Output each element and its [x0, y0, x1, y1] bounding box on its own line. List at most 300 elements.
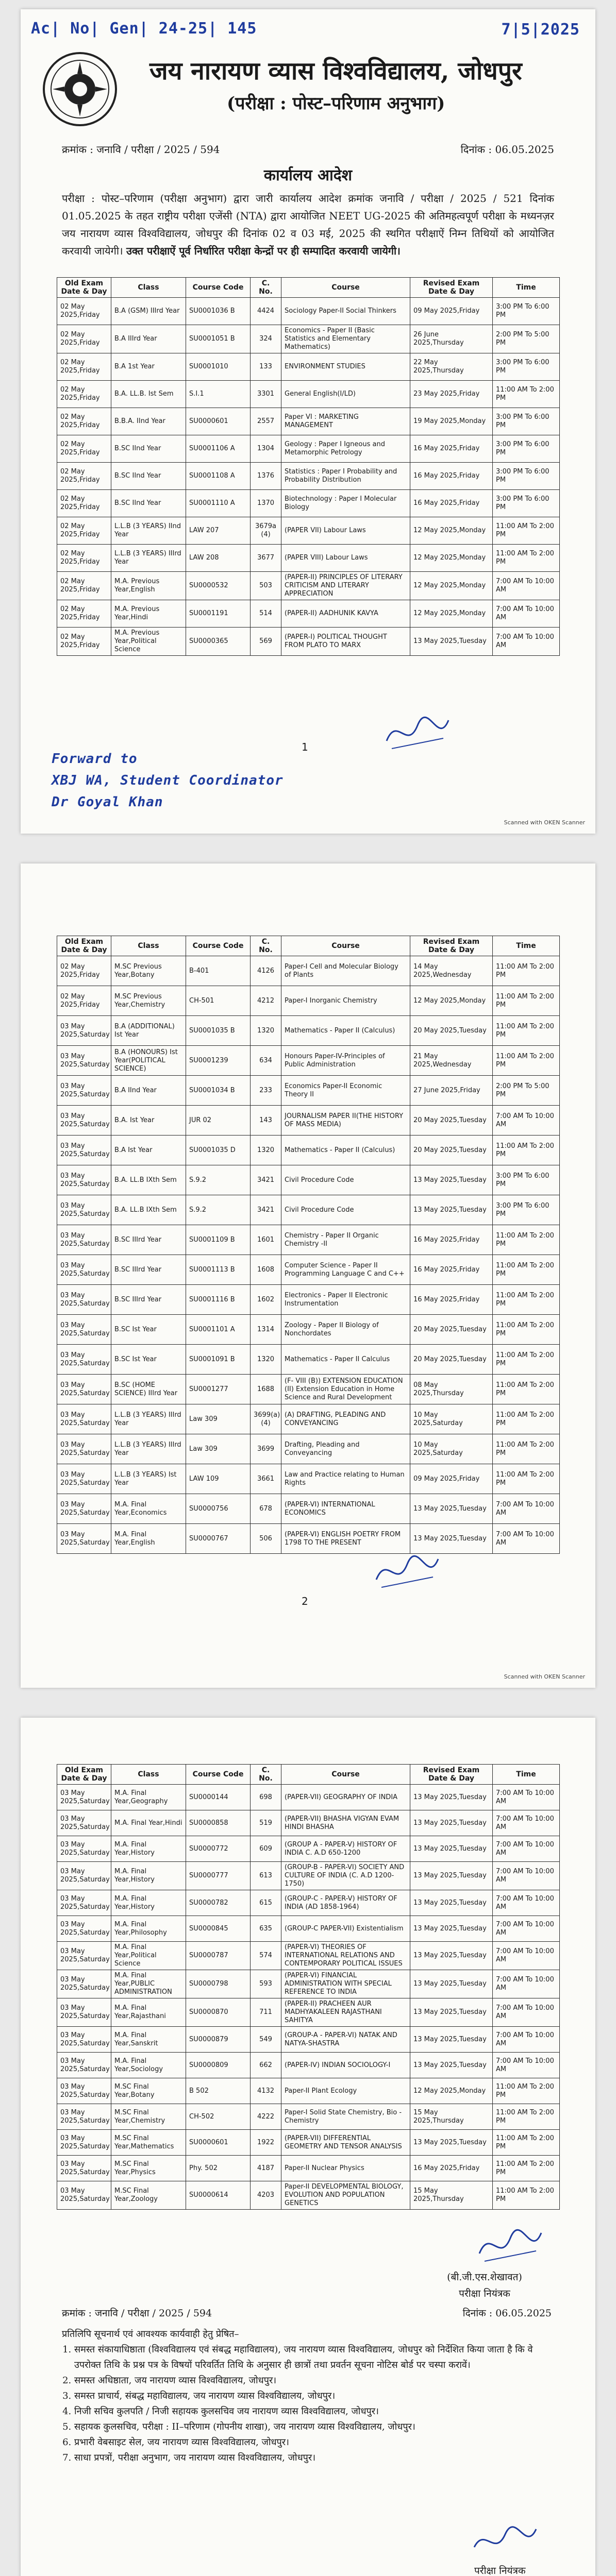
signature-icon: [371, 1549, 443, 1595]
table-row: [57, 956, 560, 986]
cell-revised-date: 13 May 2025,Tuesday: [410, 1524, 493, 1554]
cell-course: Mathematics - Paper II (Calculus): [281, 1016, 410, 1046]
cell-course: Zoology - Paper II Biology of Nonchordates: [281, 1315, 410, 1345]
signature-icon: [469, 2521, 541, 2563]
cell-course-code: JUR 02: [186, 1106, 251, 1136]
cell-time: 11:00 AM To 2:00 PM: [493, 2104, 560, 2130]
cell-c-no: 506: [251, 1524, 281, 1554]
cell-old-date: 03 May 2025,Saturday: [57, 1165, 111, 1195]
cell-time: 11:00 AM To 2:00 PM: [493, 1285, 560, 1315]
header-course-code: Course Code: [186, 1765, 251, 1785]
cell-class: M.SC Final Year,Chemistry: [111, 2104, 186, 2130]
cell-old-date: 03 May 2025,Saturday: [57, 1836, 111, 1862]
scanner-watermark: Scanned with OKEN Scanner: [504, 1673, 585, 1680]
cell-course-code: SU0001035 B: [186, 1016, 251, 1046]
cell-old-date: 03 May 2025,Saturday: [57, 1375, 111, 1404]
cell-course: Electronics - Paper II Electronic Instrumentation: [281, 1285, 410, 1315]
table-row: [57, 435, 560, 463]
cell-time: 7:00 AM To 10:00 AM: [493, 1810, 560, 1836]
cell-c-no: 678: [251, 1494, 281, 1524]
schedule-table-2: [57, 936, 560, 1554]
cell-course-code: SU0000614: [186, 2181, 251, 2210]
cell-time: 7:00 AM To 10:00 AM: [493, 628, 560, 656]
cell-class: L.L.B (3 YEARS) IInd Year: [111, 517, 186, 545]
cell-time: 11:00 AM To 2:00 PM: [493, 381, 560, 408]
cell-course-code: LAW 109: [186, 1464, 251, 1494]
cell-revised-date: 26 June 2025,Thursday: [410, 325, 493, 353]
cell-time: 11:00 AM To 2:00 PM: [493, 1225, 560, 1255]
cell-revised-date: 12 May 2025,Monday: [410, 986, 493, 1016]
header-time: Time: [493, 936, 560, 956]
cell-course: Civil Procedure Code: [281, 1195, 410, 1225]
cell-c-no: 609: [251, 1836, 281, 1862]
cell-class: M.A. Final Year,English: [111, 1524, 186, 1554]
cell-course: Law and Practice relating to Human Rights: [281, 1464, 410, 1494]
cell-old-date: 03 May 2025,Saturday: [57, 1970, 111, 1998]
table-header-row: [57, 936, 560, 956]
cell-revised-date: 22 May 2025,Thursday: [410, 353, 493, 381]
table-row: [57, 1016, 560, 1046]
cell-course: Paper-II Plant Ecology: [281, 2078, 410, 2104]
cell-time: 11:00 AM To 2:00 PM: [493, 1016, 560, 1046]
section-name: (परीक्षा : पोस्ट–परिणाम अनुभाग): [227, 93, 445, 114]
cell-old-date: 03 May 2025,Saturday: [57, 2078, 111, 2104]
table-row: [57, 628, 560, 656]
cell-time: 11:00 AM To 2:00 PM: [493, 1046, 560, 1076]
table-row: [57, 325, 560, 353]
cell-course-code: Law 309: [186, 1404, 251, 1434]
cell-class: M.A. Previous Year,English: [111, 572, 186, 600]
copy-intro: प्रतिलिपि सूचनार्थ एवं आवश्यक कार्यवाही हेतु प्रेषित–: [62, 2329, 239, 2340]
cell-revised-date: 13 May 2025,Tuesday: [410, 628, 493, 656]
cell-revised-date: 13 May 2025,Tuesday: [410, 1494, 493, 1524]
cell-course-code: SU0001010: [186, 353, 251, 381]
handwritten-ref: Ac| No| Gen| 24-25| 145: [31, 20, 257, 38]
cell-course: Mathematics - Paper II Calculus: [281, 1345, 410, 1375]
cell-class: M.SC Previous Year,Chemistry: [111, 986, 186, 1016]
cell-old-date: 03 May 2025,Saturday: [57, 1890, 111, 1916]
cell-old-date: 03 May 2025,Saturday: [57, 2130, 111, 2156]
table-row: [57, 298, 560, 325]
cell-course: Economics Paper-II Economic Theory II: [281, 1076, 410, 1106]
cell-course: (PAPER-VII) BHASHA VIGYAN EVAM HINDI BHASHA: [281, 1810, 410, 1836]
cell-class: M.A. Final Year,Philosophy: [111, 1916, 186, 1942]
table-header-row: [57, 1765, 560, 1785]
cell-course-code: SU0000879: [186, 2027, 251, 2053]
cell-old-date: 03 May 2025,Saturday: [57, 2027, 111, 2053]
cell-old-date: 03 May 2025,Saturday: [57, 2053, 111, 2078]
cell-course: (GROUP A - PAPER-V) HISTORY OF INDIA C. A.D 650-1200: [281, 1836, 410, 1862]
cell-course-code: Phy. 502: [186, 2156, 251, 2181]
cell-time: 11:00 AM To 2:00 PM: [493, 2078, 560, 2104]
cell-course-code: LAW 207: [186, 517, 251, 545]
table-row: [57, 2181, 560, 2210]
cell-old-date: 03 May 2025,Saturday: [57, 1315, 111, 1345]
cell-c-no: 1608: [251, 1255, 281, 1285]
cell-course: JOURNALISM PAPER II(THE HISTORY OF MASS MEDIA): [281, 1106, 410, 1136]
cell-c-no: 2557: [251, 408, 281, 435]
header-course: Course: [281, 278, 410, 298]
cell-revised-date: 14 May 2025,Wednesday: [410, 956, 493, 986]
cell-revised-date: 15 May 2025,Thursday: [410, 2104, 493, 2130]
cell-course: (PAPER-VI) INTERNATIONAL ECONOMICS: [281, 1494, 410, 1524]
cell-time: 11:00 AM To 2:00 PM: [493, 2130, 560, 2156]
cell-class: L.L.B (3 YEARS) IIIrd Year: [111, 1434, 186, 1464]
cell-course: General English(I/LD): [281, 381, 410, 408]
cell-revised-date: 20 May 2025,Tuesday: [410, 1136, 493, 1165]
cell-course-code: SU0001277: [186, 1375, 251, 1404]
cell-old-date: 02 May 2025,Friday: [57, 463, 111, 490]
cell-course: (F- VIII (B)) EXTENSION EDUCATION (II) Extension Education in Home Science and Rural Development: [281, 1375, 410, 1404]
cell-old-date: 02 May 2025,Friday: [57, 353, 111, 381]
cell-old-date: 03 May 2025,Saturday: [57, 1862, 111, 1890]
cell-class: B.SC IInd Year: [111, 435, 186, 463]
cell-course-code: SU0000767: [186, 1524, 251, 1554]
cell-old-date: 02 May 2025,Friday: [57, 986, 111, 1016]
cell-old-date: 03 May 2025,Saturday: [57, 1998, 111, 2027]
cell-course-code: SU0000870: [186, 1998, 251, 2027]
cell-time: 3:00 PM To 6:00 PM: [493, 435, 560, 463]
header-course: Course: [281, 1765, 410, 1785]
cell-course-code: SU0001101 A: [186, 1315, 251, 1345]
cell-course: (PAPER-VI) FINANCIAL ADMINISTRATION WITH SPECIAL REFERENCE TO INDIA: [281, 1970, 410, 1998]
cell-old-date: 02 May 2025,Friday: [57, 381, 111, 408]
order-title: कार्यालय आदेश: [263, 166, 353, 184]
cell-time: 7:00 AM To 10:00 AM: [493, 2027, 560, 2053]
cell-revised-date: 23 May 2025,Friday: [410, 381, 493, 408]
cell-c-no: 233: [251, 1076, 281, 1106]
cell-course-code: SU0001034 B: [186, 1076, 251, 1106]
copy-date: दिनांक : 06.05.2025: [462, 2308, 552, 2319]
table-row: [57, 1375, 560, 1404]
header-course-code: Course Code: [186, 936, 251, 956]
cell-old-date: 02 May 2025,Friday: [57, 408, 111, 435]
cell-time: 11:00 AM To 2:00 PM: [493, 2156, 560, 2181]
cell-revised-date: 16 May 2025,Friday: [410, 1255, 493, 1285]
header-revised-date: Revised Exam Date & Day: [410, 278, 493, 298]
table-row: [57, 600, 560, 628]
cell-old-date: 03 May 2025,Saturday: [57, 1136, 111, 1165]
cell-old-date: 03 May 2025,Saturday: [57, 1810, 111, 1836]
cell-time: 11:00 AM To 2:00 PM: [493, 1255, 560, 1285]
cell-class: M.A. Final Year,Sociology: [111, 2053, 186, 2078]
order-body-text: परीक्षा : पोस्ट–परिणाम (परीक्षा अनुभाग) द्वारा जारी कार्यालय आदेश क्रमांक जनावि / परीक्षा / 2025 / 521 दिनांक 01.05.2025 के तहत राष्ट्रीय परीक्षा एजेंसी (NTA) द्वारा आयोजित NEET UG-2025 की अतिमहत्वपूर्ण परीक्षा के मध्यनज़र जय नारायण व्यास विश्वविद्यालय, जोधपुर की दिनांक 02 व 03 मई, 2025 की स्थगित परीक्षाऐं निम्न तिथियों को आयोजित करवायी जायेगी।: [62, 192, 554, 257]
cell-class: M.SC Previous Year,Botany: [111, 956, 186, 986]
table-row: [57, 1434, 560, 1464]
cell-time: 3:00 PM To 6:00 PM: [493, 490, 560, 517]
cell-class: L.L.B (3 YEARS) Ist Year: [111, 1464, 186, 1494]
table-row: [57, 1285, 560, 1315]
cell-course-code: LAW 208: [186, 545, 251, 572]
cell-revised-date: 12 May 2025,Monday: [410, 545, 493, 572]
cell-c-no: 503: [251, 572, 281, 600]
order-body-bold: उक्त परीक्षाऐं पूर्व निर्धारित परीक्षा केन्द्रों पर ही सम्पादित करवायी जायेगी।: [126, 245, 401, 257]
cell-course: ENVIRONMENT STUDIES: [281, 353, 410, 381]
cell-time: 11:00 AM To 2:00 PM: [493, 986, 560, 1016]
cell-class: B.SC Ist Year: [111, 1345, 186, 1375]
cell-revised-date: 20 May 2025,Tuesday: [410, 1345, 493, 1375]
cell-class: M.A. Final Year,History: [111, 1836, 186, 1862]
cell-class: B.A Ist Year: [111, 1136, 186, 1165]
cell-course-code: SU0001108 A: [186, 463, 251, 490]
cell-course: (PAPER VIII) Labour Laws: [281, 545, 410, 572]
cell-class: M.A. Final Year,Geography: [111, 1785, 186, 1810]
cell-c-no: 3421: [251, 1165, 281, 1195]
table-row: [57, 2156, 560, 2181]
copy-item: 5. सहायक कुलसचिव, परीक्षा : II–परिणाम (गोपनीय शाखा), जय नारायण व्यास विश्वविद्यालय, जोधपुर।: [74, 2419, 554, 2435]
cell-time: 3:00 PM To 6:00 PM: [493, 1165, 560, 1195]
cell-old-date: 03 May 2025,Saturday: [57, 2181, 111, 2210]
cell-course-code: SU0000772: [186, 1836, 251, 1862]
cell-old-date: 03 May 2025,Saturday: [57, 1046, 111, 1076]
cell-class: B.SC (HOME SCIENCE) IIIrd Year: [111, 1375, 186, 1404]
cell-time: 11:00 AM To 2:00 PM: [493, 1434, 560, 1464]
cell-old-date: 02 May 2025,Friday: [57, 435, 111, 463]
cell-course: (PAPER-II) AADHUNIK KAVYA: [281, 600, 410, 628]
cell-c-no: 514: [251, 600, 281, 628]
cell-course: (PAPER VII) Labour Laws: [281, 517, 410, 545]
cell-revised-date: 08 May 2025,Thursday: [410, 1375, 493, 1404]
cell-time: 7:00 AM To 10:00 AM: [493, 572, 560, 600]
cell-revised-date: 13 May 2025,Tuesday: [410, 1836, 493, 1862]
cell-revised-date: 16 May 2025,Friday: [410, 1225, 493, 1255]
cell-c-no: 1320: [251, 1016, 281, 1046]
cell-c-no: 1304: [251, 435, 281, 463]
cell-time: 11:00 AM To 2:00 PM: [493, 1136, 560, 1165]
cell-course: Paper-I Inorganic Chemistry: [281, 986, 410, 1016]
cell-time: 11:00 AM To 2:00 PM: [493, 1464, 560, 1494]
table-row: [57, 463, 560, 490]
handwritten-forward: Forward to: [52, 751, 138, 767]
cell-class: L.L.B (3 YEARS) IIIrd Year: [111, 1404, 186, 1434]
header-old-date: Old Exam Date & Day: [57, 1765, 111, 1785]
cell-old-date: 02 May 2025,Friday: [57, 490, 111, 517]
cell-time: 11:00 AM To 2:00 PM: [493, 1375, 560, 1404]
cell-course: Geology : Paper I Igneous and Metamorphic Petrology: [281, 435, 410, 463]
cell-c-no: 569: [251, 628, 281, 656]
cell-c-no: 4424: [251, 298, 281, 325]
cell-class: M.A. Final Year,Sanskrit: [111, 2027, 186, 2053]
header-class: Class: [111, 936, 186, 956]
cell-course: Chemistry - Paper II Organic Chemistry -II: [281, 1225, 410, 1255]
cell-course: (PAPER-VII) GEOGRAPHY OF INDIA: [281, 1785, 410, 1810]
cell-course: Statistics : Paper I Probability and Probability Distribution: [281, 463, 410, 490]
table-row: [57, 1785, 560, 1810]
document-page-3: [21, 1718, 595, 2576]
header-revised-date: Revised Exam Date & Day: [410, 936, 493, 956]
cell-time: 11:00 AM To 2:00 PM: [493, 956, 560, 986]
cell-time: 7:00 AM To 10:00 AM: [493, 1836, 560, 1862]
cell-course-code: SU0000756: [186, 1494, 251, 1524]
cell-c-no: 1688: [251, 1375, 281, 1404]
table-row: [57, 1862, 560, 1890]
table-row: [57, 1942, 560, 1970]
header-time: Time: [493, 1765, 560, 1785]
cell-time: 7:00 AM To 10:00 AM: [493, 1916, 560, 1942]
table-row: [57, 1916, 560, 1942]
cell-course: Paper-II Nuclear Physics: [281, 2156, 410, 2181]
cell-c-no: 1601: [251, 1225, 281, 1255]
header-revised-date: Revised Exam Date & Day: [410, 1765, 493, 1785]
table-row: [57, 517, 560, 545]
cell-time: 3:00 PM To 6:00 PM: [493, 1195, 560, 1225]
cell-revised-date: 13 May 2025,Tuesday: [410, 1890, 493, 1916]
cell-time: 7:00 AM To 10:00 AM: [493, 1106, 560, 1136]
cell-course: Economics - Paper II (Basic Statistics and Elementary Mathematics): [281, 325, 410, 353]
cell-c-no: 3301: [251, 381, 281, 408]
cell-time: 7:00 AM To 10:00 AM: [493, 1942, 560, 1970]
cell-course: (PAPER-II) PRINCIPLES OF LITERARY CRITICISM AND LITERARY APPRECIATION: [281, 572, 410, 600]
cell-course-code: S.9.2: [186, 1195, 251, 1225]
cell-course: (PAPER-I) POLITICAL THOUGHT FROM PLATO TO MARX: [281, 628, 410, 656]
header-class: Class: [111, 278, 186, 298]
header-time: Time: [493, 278, 560, 298]
copy-item: 6. प्रभारी वेबसाइट सेल, जय नारायण व्यास विश्वविद्यालय, जोधपुर।: [74, 2435, 554, 2450]
copy-ref-line: [62, 2305, 552, 2321]
cell-class: L.L.B (3 YEARS) IIIrd Year: [111, 545, 186, 572]
table-row: [57, 545, 560, 572]
cell-course-code: SU0001110 A: [186, 490, 251, 517]
document-page-1: [21, 9, 595, 834]
cell-c-no: 549: [251, 2027, 281, 2053]
table-row: [57, 1836, 560, 1862]
cell-c-no: 3699(a) (4): [251, 1404, 281, 1434]
cell-old-date: 03 May 2025,Saturday: [57, 1255, 111, 1285]
cell-revised-date: 13 May 2025,Tuesday: [410, 1165, 493, 1195]
cell-c-no: 698: [251, 1785, 281, 1810]
cell-revised-date: 13 May 2025,Tuesday: [410, 1862, 493, 1890]
cell-revised-date: 12 May 2025,Monday: [410, 2078, 493, 2104]
reference-number: क्रमांक : जनावि / परीक्षा / 2025 / 594: [62, 143, 220, 156]
table-row: [57, 1315, 560, 1345]
cell-c-no: 635: [251, 1916, 281, 1942]
table-row: [57, 2078, 560, 2104]
cell-old-date: 03 May 2025,Saturday: [57, 1225, 111, 1255]
cell-course-code: B 502: [186, 2078, 251, 2104]
cell-old-date: 03 May 2025,Saturday: [57, 1464, 111, 1494]
cell-class: B.A IIIrd Year: [111, 325, 186, 353]
cell-revised-date: 09 May 2025,Friday: [410, 1464, 493, 1494]
cell-course-code: SU0001035 D: [186, 1136, 251, 1165]
cell-revised-date: 21 May 2025,Wednesday: [410, 1046, 493, 1076]
header-course: Course: [281, 936, 410, 956]
document-page-2: [21, 863, 595, 1688]
cell-c-no: 519: [251, 1810, 281, 1836]
cell-course-code: SU0000782: [186, 1890, 251, 1916]
cell-class: M.SC Final Year,Physics: [111, 2156, 186, 2181]
university-name: जय नारायण व्यास विश्वविद्यालय, जोधपुर: [149, 57, 522, 86]
cell-class: M.A. Final Year,Political Science: [111, 1942, 186, 1970]
cell-course-code: CH-502: [186, 2104, 251, 2130]
cell-course: (A) DRAFTING, PLEADING AND CONVEYANCING: [281, 1404, 410, 1434]
cell-old-date: 02 May 2025,Friday: [57, 325, 111, 353]
cell-course-code: SU0000798: [186, 1970, 251, 1998]
handwritten-forward-to: XBJ WA, Student Coordinator: [52, 773, 284, 788]
cell-course: (PAPER-VI) THEORIES OF INTERNATIONAL RELATIONS AND CONTEMPORARY POLITICAL ISSUES: [281, 1942, 410, 1970]
cell-old-date: 03 May 2025,Saturday: [57, 1345, 111, 1375]
cell-c-no: 1320: [251, 1136, 281, 1165]
cell-time: 11:00 AM To 2:00 PM: [493, 545, 560, 572]
cell-c-no: 4132: [251, 2078, 281, 2104]
cell-time: 11:00 AM To 2:00 PM: [493, 1315, 560, 1345]
cell-course-code: Law 309: [186, 1434, 251, 1464]
cell-revised-date: 16 May 2025,Friday: [410, 490, 493, 517]
cell-revised-date: 10 May 2025,Saturday: [410, 1434, 493, 1464]
cell-c-no: 1922: [251, 2130, 281, 2156]
header-course-code: Course Code: [186, 278, 251, 298]
cell-class: B.SC Ist Year: [111, 1315, 186, 1345]
cell-old-date: 02 May 2025,Friday: [57, 517, 111, 545]
cell-class: B.SC IIIrd Year: [111, 1285, 186, 1315]
cell-course-code: SU0000777: [186, 1862, 251, 1890]
table-row: [57, 1464, 560, 1494]
table-row: [57, 381, 560, 408]
cell-course: Mathematics - Paper II (Calculus): [281, 1136, 410, 1165]
cell-revised-date: 09 May 2025,Friday: [410, 298, 493, 325]
cell-revised-date: 13 May 2025,Tuesday: [410, 1916, 493, 1942]
handwritten-date: 7|5|2025: [501, 21, 580, 39]
cell-time: 7:00 AM To 10:00 AM: [493, 1785, 560, 1810]
cell-old-date: 03 May 2025,Saturday: [57, 2104, 111, 2130]
cell-course: Paper-I Solid State Chemistry, Bio - Chemistry: [281, 2104, 410, 2130]
cell-course: (GROUP-C - PAPER-V) HISTORY OF INDIA (AD 1858-1964): [281, 1890, 410, 1916]
cell-revised-date: 13 May 2025,Tuesday: [410, 2130, 493, 2156]
cell-course-code: SU0001113 B: [186, 1255, 251, 1285]
university-seal-icon: [41, 50, 119, 128]
cell-c-no: 1320: [251, 1345, 281, 1375]
cell-old-date: 03 May 2025,Saturday: [57, 1016, 111, 1046]
cell-old-date: 03 May 2025,Saturday: [57, 1916, 111, 1942]
cell-c-no: 3661: [251, 1464, 281, 1494]
table-row: [57, 408, 560, 435]
cell-class: B.A 1st Year: [111, 353, 186, 381]
cell-c-no: 615: [251, 1890, 281, 1916]
cell-course: Drafting, Pleading and Conveyancing: [281, 1434, 410, 1464]
cell-class: B.SC IInd Year: [111, 463, 186, 490]
table-row: [57, 1524, 560, 1554]
cell-revised-date: 13 May 2025,Tuesday: [410, 1998, 493, 2027]
cell-class: M.SC Final Year,Zoology: [111, 2181, 186, 2210]
table-row: [57, 1810, 560, 1836]
cell-c-no: 1602: [251, 1285, 281, 1315]
cell-course: (GROUP-A - PAPER-VI) NATAK AND NATYA-SHASTRA: [281, 2027, 410, 2053]
cell-course: Paper-I Cell and Molecular Biology of Plants: [281, 956, 410, 986]
bottom-designation: परीक्षा नियंत्रक: [474, 2565, 526, 2576]
table-row: [57, 490, 560, 517]
cell-time: 2:00 PM To 5:00 PM: [493, 1076, 560, 1106]
cell-old-date: 02 May 2025,Friday: [57, 956, 111, 986]
cell-course: Honours Paper-IV-Principles of Public Administration: [281, 1046, 410, 1076]
cell-c-no: 4222: [251, 2104, 281, 2130]
cell-course-code: SU0000365: [186, 628, 251, 656]
cell-c-no: 1314: [251, 1315, 281, 1345]
cell-course-code: S.9.2: [186, 1165, 251, 1195]
cell-course-code: SU0001239: [186, 1046, 251, 1076]
cell-course: (PAPER-II) PRACHEEN AUR MADHYAKALEEN RAJASTHANI SAHITYA: [281, 1998, 410, 2027]
table-row: [57, 1494, 560, 1524]
cell-c-no: 3699: [251, 1434, 281, 1464]
cell-class: B.A. LL.B IXth Sem: [111, 1195, 186, 1225]
cell-time: 3:00 PM To 6:00 PM: [493, 408, 560, 435]
cell-old-date: 03 May 2025,Saturday: [57, 2156, 111, 2181]
cell-c-no: 4187: [251, 2156, 281, 2181]
cell-course-code: SU0001109 B: [186, 1225, 251, 1255]
copy-item: 7. साधा प्रपत्रों, परीक्षा अनुभाग, जय नारायण व्यास विश्वविद्यालय, जोधपुर।: [74, 2450, 554, 2466]
page-number: 2: [302, 1595, 308, 1607]
schedule-table-1: [57, 277, 560, 656]
cell-revised-date: 13 May 2025,Tuesday: [410, 2053, 493, 2078]
cell-class: B.A. Ist Year: [111, 1106, 186, 1136]
